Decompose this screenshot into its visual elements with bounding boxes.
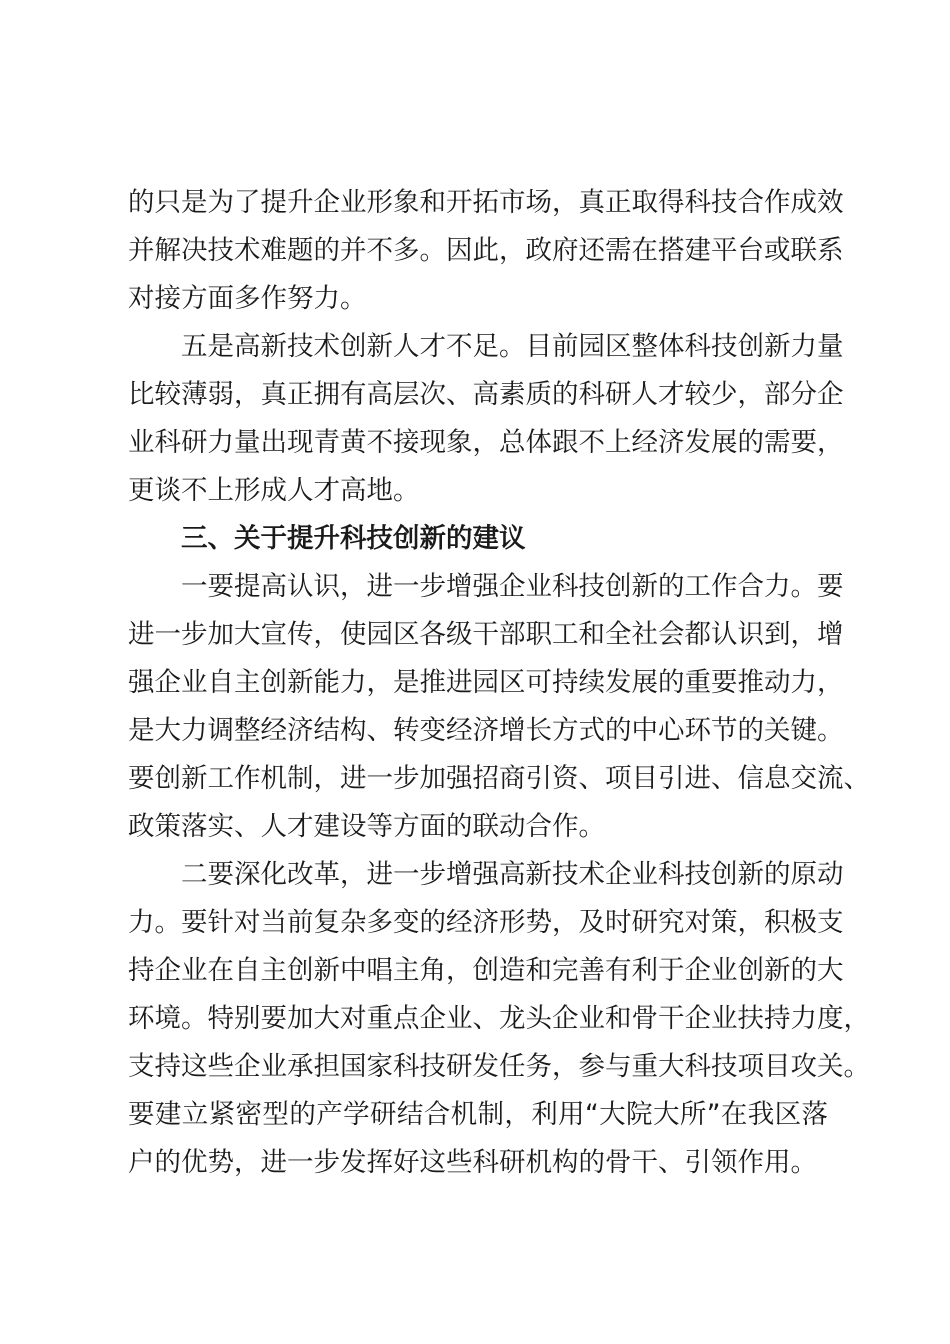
paragraph-line: 并解决技术难题的并不多。因此，政府还需在搭建平台或联系 (128, 235, 844, 266)
section-heading: 三、关于提升科技创新的建议 (181, 523, 526, 554)
paragraph-line: 环境。特别要加大对重点企业、龙头企业和骨干企业扶持力度， (128, 1003, 870, 1034)
paragraph-line: 要创新工作机制，进一步加强招商引资、项目引进、信息交流、 (128, 763, 870, 794)
paragraph-line: 强企业自主创新能力，是推进园区可持续发展的重要推动力， (128, 667, 844, 698)
paragraph-line: 进一步加大宣传，使园区各级干部职工和全社会都认识到，增 (128, 619, 844, 650)
paragraph-line: 对接方面多作努力。 (128, 283, 367, 314)
paragraph-line: 户的优势，进一步发挥好这些科研机构的骨干、引领作用。 (128, 1147, 817, 1178)
paragraph-line: 要建立紧密型的产学研结合机制，利用“大院大所”在我区落 (128, 1099, 828, 1130)
paragraph-line: 持企业在自主创新中唱主角，创造和完善有利于企业创新的大 (128, 955, 844, 986)
paragraph-line: 力。要针对当前复杂多变的经济形势，及时研究对策，积极支 (128, 907, 844, 938)
paragraph-line: 一要提高认识，进一步增强企业科技创新的工作合力。要 (181, 571, 844, 602)
paragraph-line: 更谈不上形成人才高地。 (128, 475, 420, 506)
paragraph-line: 业科研力量出现青黄不接现象，总体跟不上经济发展的需要， (128, 427, 844, 458)
paragraph-line: 比较薄弱，真正拥有高层次、高素质的科研人才较少，部分企 (128, 379, 844, 410)
paragraph-line: 五是高新技术创新人才不足。目前园区整体科技创新力量 (181, 331, 844, 362)
paragraph-line: 二要深化改革，进一步增强高新技术企业科技创新的原动 (181, 859, 844, 890)
paragraph-line: 支持这些企业承担国家科技研发任务，参与重大科技项目攻关。 (128, 1051, 870, 1082)
paragraph-line: 是大力调整经济结构、转变经济增长方式的中心环节的关键。 (128, 715, 844, 746)
paragraph-line: 政策落实、人才建设等方面的联动合作。 (128, 811, 605, 842)
paragraph-line: 的只是为了提升企业形象和开拓市场，真正取得科技合作成效 (128, 187, 844, 218)
